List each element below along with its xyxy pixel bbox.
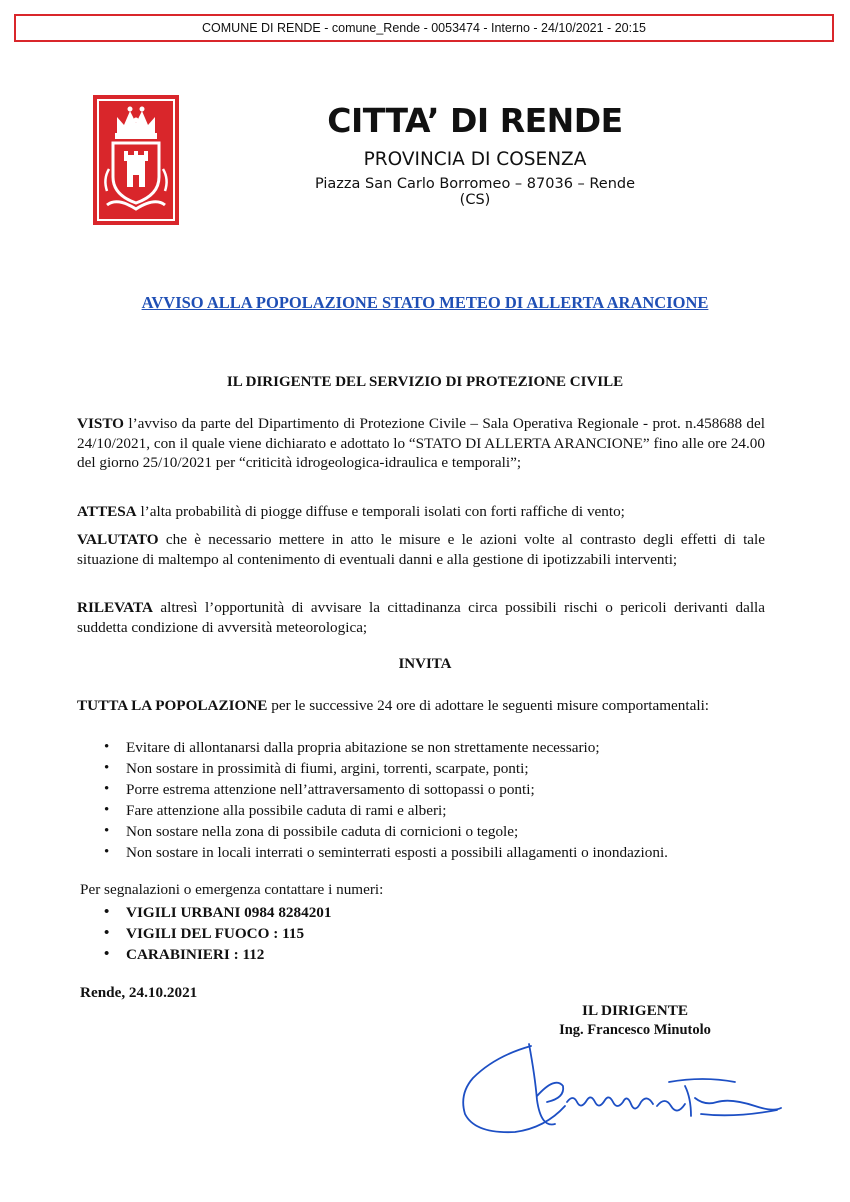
list-item: • Porre estrema attenzione nell’attraversamento di sottopassi o ponti; bbox=[104, 779, 668, 800]
protocol-stamp: COMUNE DI RENDE - comune_Rende - 0053474 - Interno - 24/10/2021 - 20:15 bbox=[14, 14, 834, 42]
notice-title: AVVISO ALLA POPOLAZIONE STATO METEO DI ALLERTA ARANCIONE bbox=[141, 293, 709, 312]
paragraph-lead: RILEVATA bbox=[77, 599, 153, 616]
paragraph-text: per le successive 24 ore di adottare le seguenti misure comportamentali: bbox=[267, 697, 710, 714]
paragraph-population bbox=[77, 696, 765, 716]
contacts-intro: Per segnalazioni o emergenza contattare i numeri: bbox=[80, 881, 384, 898]
list-item: • Non sostare in locali interrati o seminterrati esposti a possibili allagamenti o inondazioni. bbox=[104, 842, 668, 863]
list-item: • Evitare di allontanarsi dalla propria abitazione se non strettamente necessario; bbox=[104, 737, 668, 758]
paragraph-text: l’alta probabilità di piogge diffuse e temporali isolati con forti raffiche di vento; bbox=[136, 503, 625, 520]
city-address: Piazza San Carlo Borromeo – 87036 – Rende (CS) bbox=[314, 176, 636, 208]
list-item: • VIGILI URBANI 0984 8284201 bbox=[104, 902, 331, 923]
paragraph-attesa bbox=[77, 502, 765, 522]
province-name: PROVINCIA DI COSENZA bbox=[363, 149, 587, 170]
signer-name: Ing. Francesco Minutolo bbox=[559, 1022, 711, 1038]
paragraph-lead: VISTO bbox=[77, 415, 124, 432]
city-name: CITTA’ DI RENDE bbox=[327, 101, 623, 140]
handwritten-signature bbox=[455, 1036, 790, 1146]
signer-role: IL DIRIGENTE bbox=[582, 1002, 688, 1019]
measures-list bbox=[104, 737, 668, 863]
list-item: • Non sostare nella zona di possibile caduta di cornicioni o tegole; bbox=[104, 821, 668, 842]
paragraph-visto bbox=[77, 414, 765, 473]
list-item: • Fare attenzione alla possibile caduta di rami e alberi; bbox=[104, 800, 668, 821]
invita-heading: INVITA bbox=[398, 656, 452, 672]
paragraph-text: altresì l’opportunità di avvisare la cittadinanza circa possibili rischi o pericoli derivanti dalla suddetta condizione di avversità meteorologica; bbox=[77, 599, 765, 636]
list-item: • Non sostare in prossimità di fiumi, argini, torrenti, scarpate, ponti; bbox=[104, 758, 668, 779]
issuer-heading: IL DIRIGENTE DEL SERVIZIO DI PROTEZIONE CIVILE bbox=[226, 374, 624, 390]
paragraph-rilevata bbox=[77, 598, 765, 637]
contacts-list bbox=[104, 902, 331, 965]
paragraph-lead: TUTTA LA POPOLAZIONE bbox=[77, 697, 268, 714]
paragraph-lead: VALUTATO bbox=[77, 531, 159, 548]
city-crest-logo bbox=[93, 95, 179, 225]
paragraph-text: l’avviso da parte del Dipartimento di Protezione Civile – Sala Operativa Regionale - prot. n.458688 del 24/10/2021, con il quale viene dichiarato e adottato lo “STATO DI ALLERTA ARANCIONE” fino alle ore 24.00 del giorno 25/10/2021 per “criticità idrogeologica-idraulica e temporali”; bbox=[77, 415, 765, 471]
paragraph-valutato bbox=[77, 530, 765, 569]
list-item: • VIGILI DEL FUOCO : 115 bbox=[104, 923, 331, 944]
list-item: • CARABINIERI : 112 bbox=[104, 944, 331, 965]
place-date: Rende, 24.10.2021 bbox=[80, 984, 198, 1001]
paragraph-lead: ATTESA bbox=[77, 503, 137, 520]
paragraph-text: che è necessario mettere in atto le misure e le azioni volte al contrasto degli effetti di tale situazione di maltempo al contenimento di eventuali danni e alla gestione di ipotizzabili interventi; bbox=[77, 531, 765, 568]
